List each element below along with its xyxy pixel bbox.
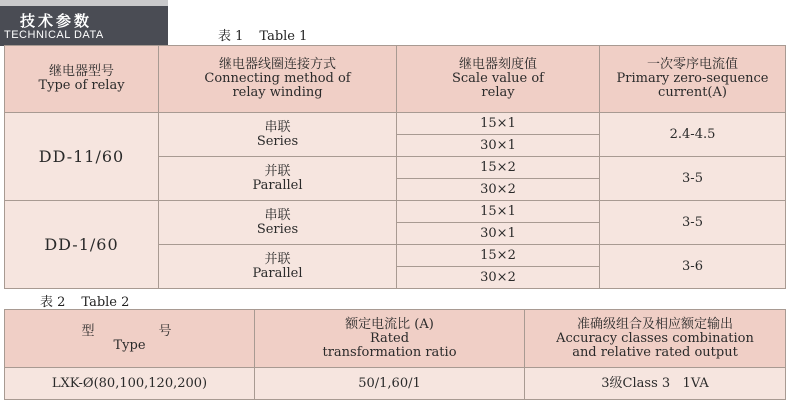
table1-caption — [218, 25, 323, 44]
header-scale-cn: 继电器刻度值 — [458, 57, 537, 72]
header-conn-en1: Connecting method of — [204, 71, 351, 86]
header-ratio-en1: Rated — [369, 330, 410, 346]
header-type-cn — [5, 325, 254, 339]
connection-cn: 并联 — [264, 163, 291, 179]
table-row — [5, 368, 786, 400]
header-acc-en1: Accuracy classes combination — [556, 330, 754, 346]
connection-cn: 串联 — [264, 207, 291, 223]
header-type-cn2: 号 — [158, 323, 178, 339]
relay-type-cell: DD-11/60 — [5, 113, 159, 201]
header-scale-value — [397, 46, 600, 113]
table1-header-row — [5, 46, 786, 113]
current-cell: 3-5 — [600, 201, 786, 245]
connection-en: Parallel — [252, 177, 303, 193]
accuracy-cell: 3级Class 3 1VA — [525, 368, 786, 400]
scale-cell: 30×2 — [397, 179, 600, 201]
connection-cn: 并联 — [264, 251, 291, 267]
table2-caption-en: Table 2 — [81, 295, 130, 310]
header-acc-cn: 准确级组合及相应额定输出 — [576, 316, 733, 332]
current-cell: 3-5 — [600, 157, 786, 201]
header-type-cn1: 型 — [81, 323, 101, 339]
header-current-en1: Primary zero-sequence — [616, 71, 769, 86]
type-cell: LXK-Ø(80,100,120,200) — [5, 368, 255, 400]
header-scale-en2: relay — [481, 85, 515, 100]
table-row — [5, 113, 786, 135]
header-type-en: Type of relay — [38, 78, 125, 93]
scale-cell: 15×2 — [397, 157, 600, 179]
connection-cell — [159, 201, 397, 245]
table1-caption-en: Table 1 — [259, 29, 308, 44]
connection-cell — [159, 245, 397, 289]
scale-cell: 15×2 — [397, 245, 600, 267]
header-conn-cn: 继电器线圈连接方式 — [218, 57, 336, 72]
connection-cn: 串联 — [264, 119, 291, 135]
current-cell: 2.4-4.5 — [600, 113, 786, 157]
connection-en: Parallel — [252, 265, 303, 281]
banner-title-cn: 技术参数 — [20, 12, 93, 30]
header-connecting-method — [159, 46, 397, 113]
header-conn-en2: relay winding — [232, 85, 323, 100]
table-row — [5, 201, 786, 223]
banner-title-en: TECHNICAL DATA — [4, 29, 104, 41]
scale-cell: 30×1 — [397, 223, 600, 245]
header-acc-en2: and relative rated output — [572, 344, 738, 360]
connection-cell — [159, 157, 397, 201]
header-accuracy-classes — [525, 310, 786, 368]
connection-en: Series — [256, 221, 299, 237]
header-type — [5, 310, 255, 368]
table2-caption-cn: 表 2 — [40, 295, 66, 310]
header-type-cn: 继电器型号 — [48, 64, 114, 79]
scale-cell: 15×1 — [397, 113, 600, 135]
technical-data-banner — [0, 0, 168, 46]
table2 — [4, 309, 786, 400]
header-scale-en1: Scale value of — [451, 71, 544, 86]
scale-cell: 15×1 — [397, 201, 600, 223]
relay-type-cell: DD-1/60 — [5, 201, 159, 289]
header-primary-current — [600, 46, 786, 113]
ratio-cell: 50/1,60/1 — [255, 368, 525, 400]
table2-header-row — [5, 310, 786, 368]
connection-en: Series — [256, 133, 299, 149]
scale-cell: 30×1 — [397, 135, 600, 157]
scale-cell: 30×2 — [397, 267, 600, 289]
table2-caption — [40, 291, 145, 310]
table1 — [4, 45, 786, 289]
header-current-en2: current(A) — [658, 85, 727, 100]
header-type-of-relay — [5, 46, 159, 113]
header-ratio-cn: 额定电流比 (A) — [345, 316, 434, 332]
current-cell: 3-6 — [600, 245, 786, 289]
header-rated-ratio — [255, 310, 525, 368]
header-current-cn: 一次零序电流值 — [646, 57, 738, 72]
header-ratio-en2: transformation ratio — [322, 344, 457, 360]
connection-cell — [159, 113, 397, 157]
table1-caption-cn: 表 1 — [218, 29, 244, 44]
header-type-en: Type — [113, 337, 146, 353]
